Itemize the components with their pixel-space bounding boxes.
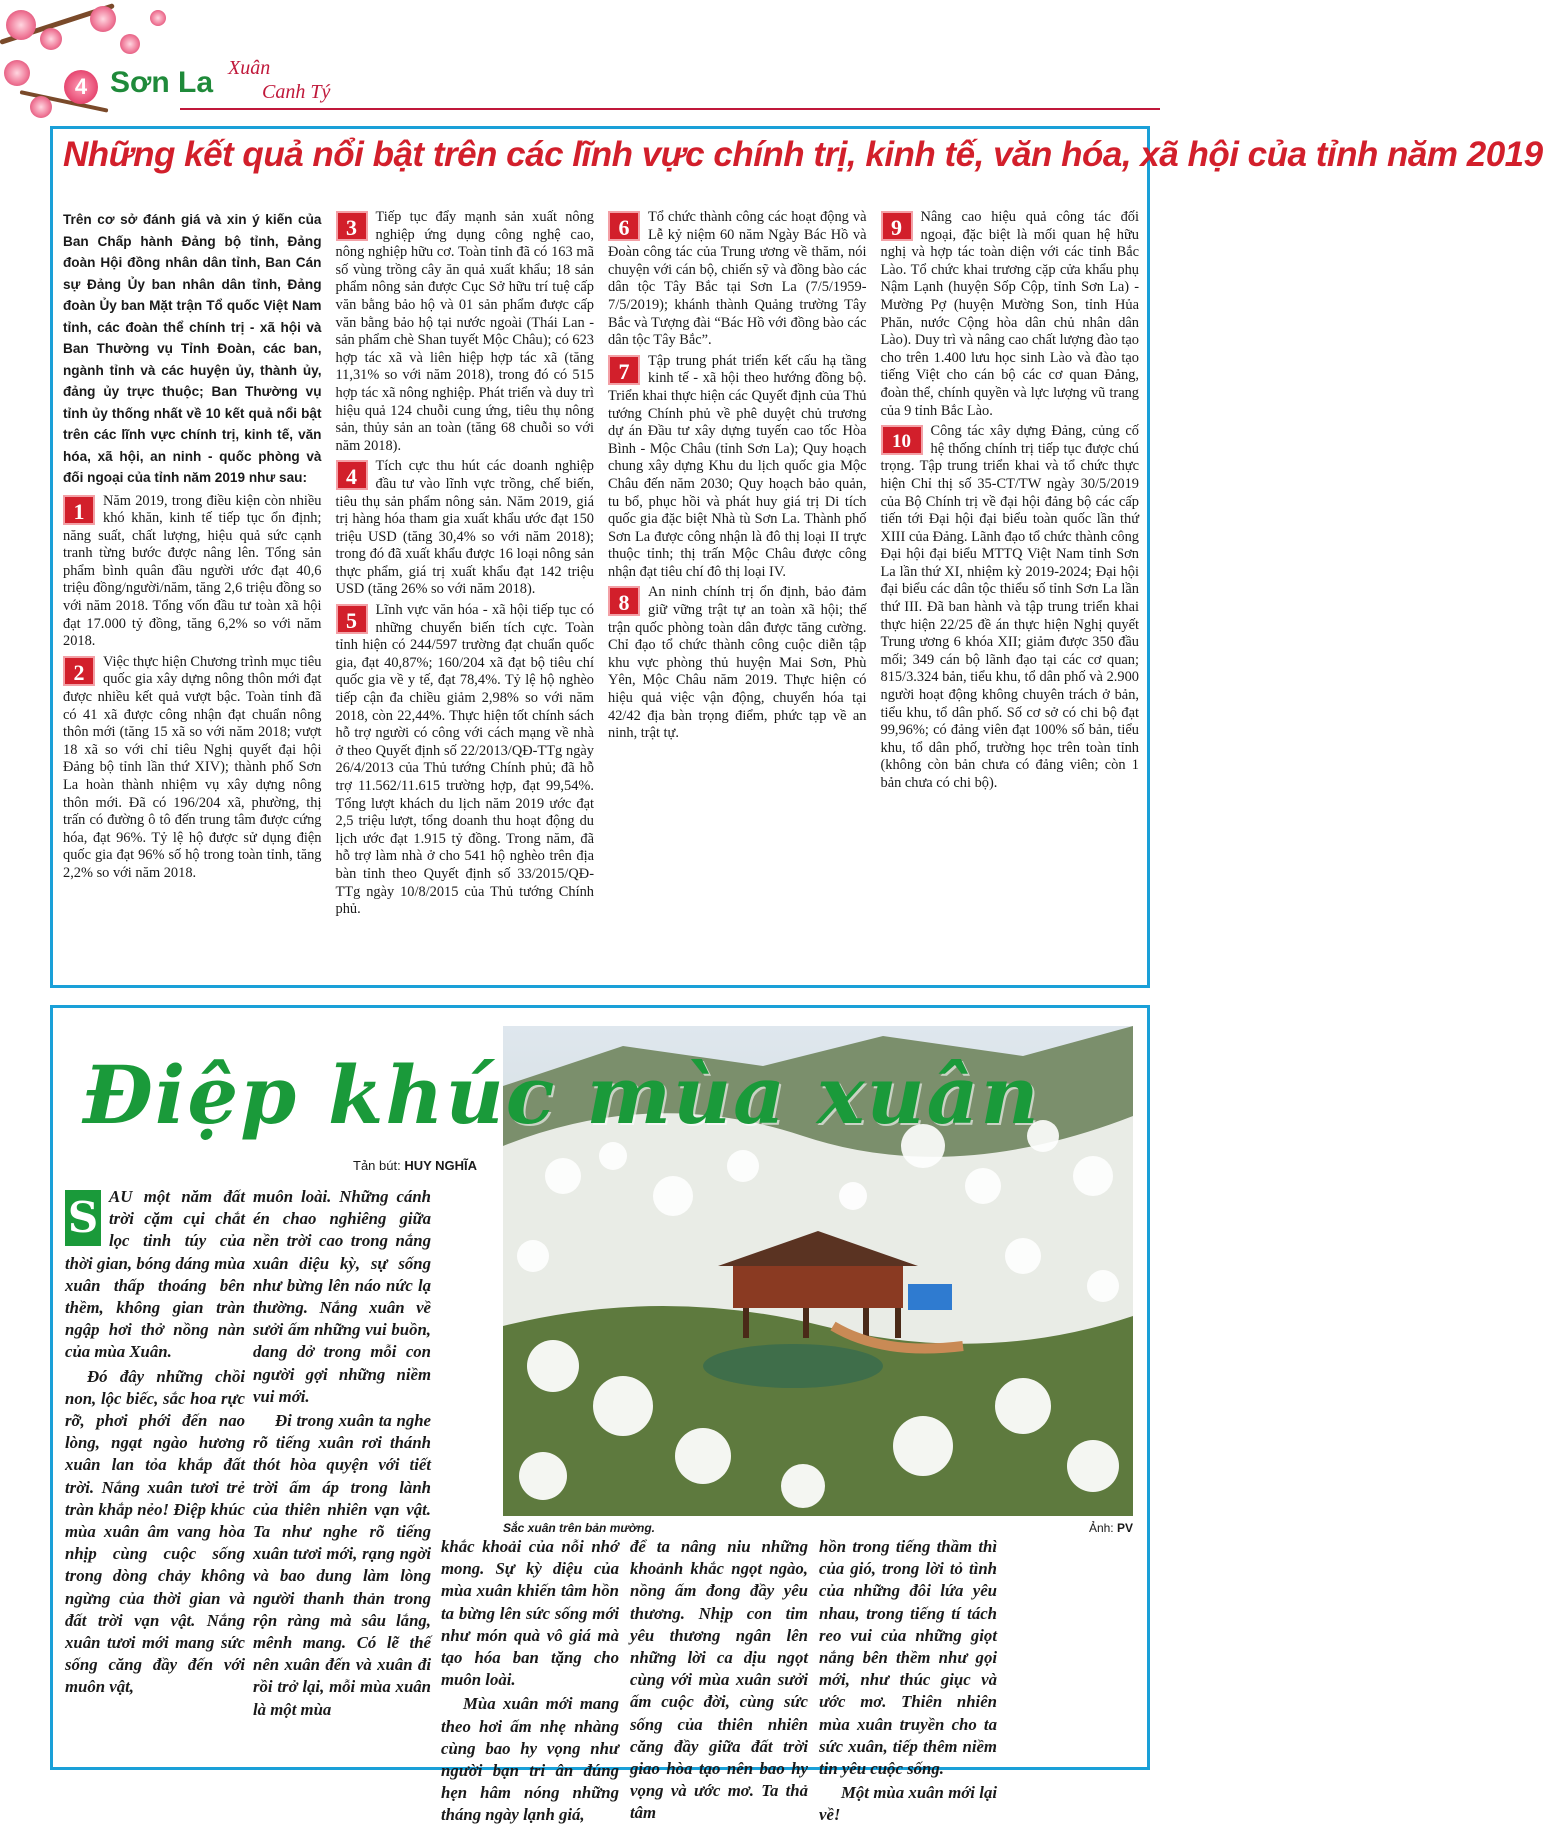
item-number-badge: 2: [63, 656, 95, 686]
item-text: Việc thực hiện Chương trình mục tiêu quốc gia xây dựng nông thôn mới đạt được nhiều kết quả vượt bậc. Toàn tỉnh đã có 41 xã được công nhận đạt chuẩn nông thôn mới (tăng 15 xã so với năm 2018; vượt 18 xã so với chỉ tiêu Nghị quyết đại hội Đảng bộ tỉnh lần thứ XIV); thành phố Sơn La hoàn thành nhiệm vụ xây dựng nông thôn mới. Đã có 196/204 xã, phường, thị trấn có đường ô tô đến trung tâm được cứng hóa, đạt 96%. Tỷ lệ hộ được sử dụng điện quốc gia đạt 96% số hộ trong toàn tỉnh, tăng 2,2% so với năm 2018.: [63, 653, 322, 881]
item-text: Tổ chức thành công các hoạt động và Lễ kỷ niệm 60 năm Ngày Bác Hồ và Đoàn công tác của Trung ương về thăm, nói chuyện với cán bộ, chiến sỹ và đồng bào các dân tộc Tây Bắc tại Sơn La (7/5/1959-7/5/2019); khánh thành Quảng trường Tây Bắc và Tượng đài “Bác Hồ với đồng bào các dân tộc Tây Bắc”.: [608, 209, 867, 349]
item-text: Tập trung phát triển kết cấu hạ tầng kinh tế - xã hội theo hướng đồng bộ. Triển khai thực hiện các Quyết định của Thủ tướng Chính phủ về phê duyệt chủ trương dự án Đầu tư xây dựng tuyến cao tốc Hòa Bình - Mộc Châu (tỉnh Sơn La); Quy hoạch chung xây dựng Khu du lịch quốc gia Mộc Châu đến năm 2030; Quy hoạch bảo quản, tu bổ, phục hồi và phát huy giá trị Di tích quốc gia đặc biệt Nhà tù Sơn La. Thành phố Sơn La được công nhận là đô thị loại II trực thuộc tỉnh; thị trấn Mộc Châu được công nhận đạt tiêu chí đô thị loại IV.: [608, 352, 867, 580]
result-item-2: [63, 654, 322, 883]
item-number-badge: 9: [881, 211, 913, 241]
item-number-badge: 10: [881, 425, 923, 455]
item-number-badge: 6: [608, 211, 640, 241]
photo-credit: [1089, 1521, 1133, 1535]
page-header: [0, 0, 1200, 120]
essay-paragraph: để ta nâng niu những khoảnh khắc ngọt ngào, nồng ấm đong đầy yêu thương. Nhịp con tim yêu thương ngân lên những lời ca dịu ngọt cùng với mùa xuân sưởi ấm cuộc đời, cùng sức sống của thiên nhiên căng đầy giữa đất trời giao hòa tạo nên bao hy vọng và ước mơ. Ta thả tâm: [630, 1537, 808, 1823]
essay-column-3: [441, 1536, 619, 1829]
item-number-badge: 3: [336, 211, 368, 241]
essay-paragraph: Đi trong xuân ta nghe rõ tiếng xuân rơi thánh thót hòa quyện với tiết trời ấm áp trong lành của thiên nhiên vạn vật. Ta như nghe rõ tiếng xuân tươi mới, rạng ngời và bao dung làm lòng người thanh thản trong rộn ràng mà sâu lắng, mênh mang. Có lẽ thế nên xuân đến và xuân đi rồi trở lại, mỗi mùa xuân là một mùa: [253, 1411, 431, 1719]
result-item-9: [881, 209, 1140, 420]
drop-cap: S: [65, 1190, 101, 1246]
essay-column-1: [65, 1186, 245, 1701]
essay-column-5: [819, 1536, 997, 1829]
result-item-5: [336, 602, 595, 919]
article-title: Những kết quả nổi bật trên các lĩnh vực chính trị, kinh tế, văn hóa, xã hội của tỉnh năm 2019: [63, 135, 1543, 174]
essay-paragraph: muôn loài. Những cánh én chao nghiêng giữa nền trời cao trong nắng xuân diệu kỳ, sự sống như bừng lên náo nức lạ thường. Nắng xuân về sưởi ấm những vui buồn, dang dở trong mỗi con người gợi những niềm vui mới.: [253, 1187, 431, 1406]
credit-label: Ảnh:: [1088, 1521, 1114, 1535]
section-name: Sơn La: [110, 66, 214, 99]
feature-spring-essay: [50, 1005, 1150, 1825]
byline-label: Tản bút:: [353, 1158, 401, 1173]
essay-column-4: [630, 1536, 808, 1827]
result-item-1: [63, 493, 322, 651]
result-item-8: [608, 584, 867, 742]
column-3: [608, 209, 867, 979]
item-text: Năm 2019, trong điều kiện còn nhiều khó khăn, kinh tế tiếp tục ổn định; năng suất, chất lượng, hiệu quả sức cạnh tranh từng bước được nâng lên. Tổng sản phẩm bình quân đầu người ước đạt 40,6 triệu đồng/người/năm, tăng 2,6 triệu đồng so với năm 2018. Tổng vốn đầu tư toàn xã hội đạt 17.000 tỷ đồng, tăng 6,2% so với năm 2018.: [63, 492, 322, 650]
item-text: Nâng cao hiệu quả công tác đối ngoại, đặc biệt là mối quan hệ hữu nghị và hợp tác toàn diện với các tỉnh Bắc Lào. Tổ chức khai trương cặp cửa khẩu phụ Nậm Lạnh (huyện Sốp Cộp, tỉnh Sơn La) - Mường Pợ (huyện Mường Son, tỉnh Hủa Phăn, nước Cộng hòa dân chủ nhân dân Lào). Duy trì và nâng cao chất lượng đào tạo cho trên 1.400 lưu học sinh Lào và đào tạo tiếng Việt cho cán bộ các cơ quan Đảng, đoàn thể, chính quyền và lực lượng vũ trang của 9 tỉnh Bắc Lào.: [880, 209, 1139, 419]
essay-paragraph: khắc khoải của nỗi nhớ mong. Sự kỳ diệu của mùa xuân khiến tâm hồn ta bừng lên sức sống mới như món quà vô giá mà tạo hóa ban tặng cho muôn loài.: [441, 1537, 619, 1690]
result-item-3: [336, 209, 595, 455]
essay-paragraph: Mùa xuân mới mang theo hơi ấm nhẹ nhàng cùng bao hy vọng như người bạn tri ân đúng hẹn hâm nóng những tháng ngày lạnh giá,: [441, 1694, 619, 1825]
item-text: Công tác xây dựng Đảng, củng cố hệ thống chính trị tiếp tục được chú trọng. Tập trung triển khai và tổ chức thực hiện Chỉ thị số 35-CT/TW ngày 30/5/2019 của Bộ Chính trị về đại hội đảng bộ các cấp tiến tới Đại hội đại biểu toàn quốc lần thứ XIII của Đảng. Lãnh đạo tổ chức thành công Đại hội đại biểu MTTQ Việt Nam tỉnh Sơn La lần thứ XI, nhiệm kỳ 2019-2024; Đại hội đại biểu các dân tộc thiểu số tỉnh Sơn La lần thứ III. Đã ban hành và tập trung triển khai thực hiện 22/25 đề án thực hiện Nghị quyết Trung ương 6 khóa XII; giảm được 350 đầu mối; 349 cán bộ lãnh đạo tại các cơ quan; 815/3.324 bản, tiểu khu, tổ dân phố và 2.900 người hoạt động không chuyên trách ở bản, tiểu khu, tổ dân phố. Số cơ sở có chi bộ đạt 99,96%; có đảng viên đạt 100% số bản, tiểu khu, tổ dân phố, trường học trên toàn tỉnh (không còn bản chưa có đảng viên; còn 1 bản chưa có chi bộ).: [880, 423, 1139, 791]
item-text: Lĩnh vực văn hóa - xã hội tiếp tục có những chuyển biến tích cực. Toàn tỉnh hiện có 244/597 trường đạt chuẩn quốc gia, đạt 40,87%; 160/204 xã đạt bộ tiêu chí quốc gia về y tế, đạt 78,4%. Tỷ lệ hộ nghèo tiếp cận đa chiều giảm 2,98% so với năm 2018, còn 22,44%. Thực hiện tốt chính sách hỗ trợ người có công với cách mạng về nhà ở theo Quyết định số 22/2013/QĐ-TTg ngày 26/4/2013 của Thủ tướng Chính phủ; đã hỗ trợ 11.562/11.615 trường hợp, đạt 99,54%. Tổng lượt khách du lịch năm 2019 ước đạt 2,5 triệu lượt, tổng doanh thu hoạt động du lịch ước đạt 1.915 tỷ đồng. Trong năm, đã hỗ trợ làm nhà ở cho 541 hộ nghèo trên địa bàn tỉnh theo Quyết định số 33/2015/QĐ-TTg ngày 10/8/2015 của Thủ tướng Chính phủ.: [335, 602, 594, 918]
column-1: [63, 209, 322, 979]
essay-closing: Một mùa xuân mới lại về!: [819, 1783, 997, 1825]
item-number-badge: 1: [63, 495, 95, 525]
item-text: An ninh chính trị ổn định, bảo đảm giữ vững trật tự an toàn xã hội; thế trận quốc phòng toàn dân được tăng cường. Chỉ đạo tổ chức thành công cuộc diễn tập khu vực phòng thủ huyện Mai Sơn, Phù Yên, Mộc Châu năm 2019. Thực hiện có hiệu quả việc vận động, chuyển hóa tại 42/42 địa bàn trọng điểm, phức tạp về an ninh, trật tự.: [608, 584, 867, 742]
byline-author: HUY NGHĨA: [404, 1158, 478, 1173]
item-text: Tiếp tục đẩy mạnh sản xuất nông nghiệp ứng dụng công nghệ cao, nông nghiệp hữu cơ. Toàn tỉnh đã có 163 mã số vùng trồng cây ăn quả xuất khẩu; 18 sản phẩm nông sản được Cục Sở hữu trí tuệ cấp văn bằng bảo hộ và 01 sản phẩm được cấp văn bằng bảo hộ tại nước ngoài (Thái Lan - sản phẩm chè Shan tuyết Mộc Châu); có 623 hợp tác xã và liên hiệp hợp tác xã (tăng 11,31% so với năm 2018), trong đó có 515 hợp tác xã nông nghiệp. Phát triển và duy trì hiệu quả 124 chuỗi cung ứng, tiêu thụ nông sản, thủy sản an toàn (tăng 68 chuỗi so với năm 2018).: [335, 209, 594, 454]
article-intro: Trên cơ sở đánh giá và xin ý kiến của Ban Chấp hành Đảng bộ tỉnh, Đảng đoàn Hội đồng nhân dân tỉnh, Ban Cán sự Đảng Ủy ban nhân dân tỉnh, Đảng đoàn Ủy ban Mặt trận Tổ quốc Việt Nam tỉnh, các đoàn thể chính trị - xã hội và Ban Thường vụ Tỉnh Đoàn, các ban, ngành tỉnh và các huyện ủy, thành ủy, đảng ủy trực thuộc; Ban Thường vụ tỉnh ủy thống nhất về 10 kết quả nổi bật trên các lĩnh vực chính trị, kinh tế, văn hóa, xã hội, an ninh - quốc phòng và đối ngoại của tỉnh năm 2019 như sau:: [63, 212, 322, 485]
item-number-badge: 7: [608, 355, 640, 385]
byline: [353, 1158, 477, 1173]
essay-paragraph: hồn trong tiếng thầm thì của gió, trong lời tỏ tình của những đôi lứa yêu nhau, trong tiếng tí tách reo vui của những giọt nắng bên thềm như gọi mới, như thúc giục và ước mơ. Thiên nhiên mùa xuân truyền cho ta sức xuân, tiếp thêm niềm tin yêu cuộc sống.: [819, 1537, 997, 1779]
edition-label: [228, 56, 330, 104]
result-item-6: [608, 209, 867, 350]
page-number: 4: [64, 70, 98, 104]
credit-name: PV: [1116, 1521, 1133, 1535]
item-number-badge: 4: [336, 460, 368, 490]
feature-title: Điệp khúc mùa xuân: [83, 1048, 1041, 1142]
essay-paragraph: [65, 1186, 245, 1364]
essay-column-2: [253, 1186, 431, 1723]
paragraph-text: AU một năm đất trời cặm cụi chắt lọc tinh túy của thời gian, bóng dáng mùa xuân thấp thoáng bên thềm, không gian tràn ngập hơi thở nồng nàn của mùa Xuân.: [65, 1187, 245, 1362]
photo-caption: [503, 1521, 1133, 1535]
essay-paragraph: Đó đây những chồi non, lộc biếc, sắc hoa rực rỡ, phơi phới đến nao lòng, ngạt ngào hương xuân lan tỏa khắp đất trời. Nắng xuân tươi trẻ tràn khắp nẻo! Điệp khúc mùa xuân âm vang hòa nhịp cùng cuộc sống trong dòng chảy không ngừng của thời gian và đất trời vạn vật. Nắng xuân tươi mới mang sức sống căng đầy đến với muôn vật,: [65, 1366, 245, 1697]
article-results-2019: [50, 126, 1543, 988]
result-item-7: [608, 353, 867, 582]
column-2: [336, 209, 595, 979]
result-item-4: [336, 458, 595, 599]
item-number-badge: 8: [608, 586, 640, 616]
item-text: Tích cực thu hút các doanh nghiệp đầu tư vào lĩnh vực trồng, chế biến, tiêu thụ sản phẩm nông sản. Năm 2019, giá trị hàng hóa tham gia xuất khẩu ước đạt 150 triệu USD (tăng 30,4% so với năm 2018); trong đó đã xuất khẩu được 16 loại nông sản thực phẩm, giá trị xuất khẩu đạt 142 triệu USD (tăng 26% so với năm 2018).: [335, 458, 594, 598]
header-divider: [180, 108, 1160, 110]
caption-text: Sắc xuân trên bản mường.: [503, 1521, 655, 1535]
edition-line-1: Xuân: [228, 57, 271, 79]
result-item-10: [881, 423, 1140, 792]
edition-line-2: Canh Tý: [262, 81, 331, 103]
article-columns: [63, 209, 1139, 979]
item-number-badge: 5: [336, 604, 368, 634]
column-4: [881, 209, 1140, 979]
